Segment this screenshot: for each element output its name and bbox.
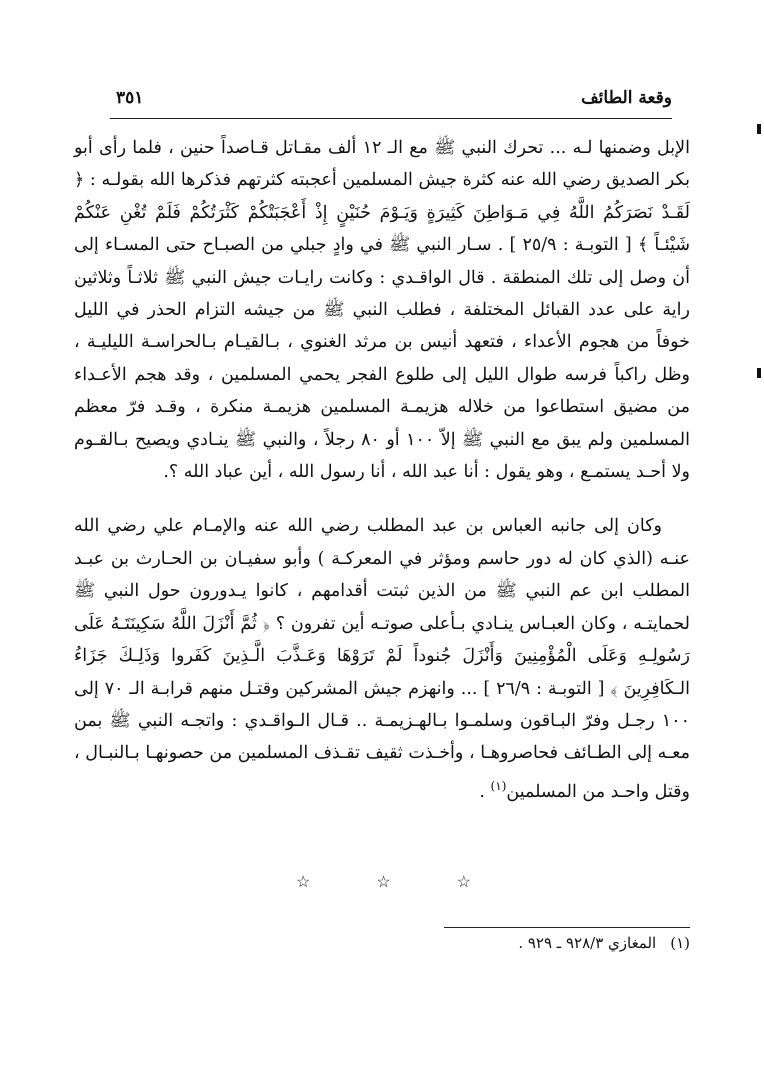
footnote-number: (١) [670, 934, 690, 952]
scan-edge-mark [757, 368, 761, 378]
paragraph-end: . [479, 781, 491, 802]
chapter-title: وقعة الطائف [581, 88, 672, 108]
page-number: ٣٥١ [116, 88, 144, 108]
paragraph: الإبل وضمنها لـه ... تحرك النبي ﷺ مع الـ ١٢ ألف مقـاتل قـاصداً حنين ، فلما رأى أبو بكر الصديق رضي الله عنه كثرة جيش المسلمين أعجبته كثرتهم فذكرها الله بقولـه : ﴿ لَقَـدْ نَصَرَكُمُ اللَّهُ فِي مَـوَاطِنَ كَثِيرَةٍ وَيَـوْمَ حُنَيْنٍ إِذْ أَعْجَبَتْكُمْ كَثْرَتُكُمْ فَلَمْ تُغْنِ عَنْكُمْ شَيْئـاً ﴾ [ التوبـة : ٢٥/٩ ] . سـار النبي ﷺ في وادٍ جبلي من الصبـاح حتى المسـاء إلى أن وصل إلى تلك المنطقة . قال الواقـدي : وكانت رايـات جيش النبي ﷺ ثلاثـاً وثلاثين راية على عدد القبائل المختلفة ، فطلب النبي ﷺ من جيشه التزام الحذر في الليل خوفاً من هجوم الأعداء ، فتعهد أنيس بن مرثد الغنوي ، بـالقيـام بـالحراسـة الليليـة ، وظل راكباً فرسه طوال الليل إلى طلوع الفجر يحمي المسلمين ، وقد هجم الأعـداء من مضيق استطاعوا من خلاله هزيمـة المسلمين هزيمـة منكرة ، وقـد فرّ معظم المسلمين ولم يبق مع النبي ﷺ إلاّ ١٠٠ أو ٨٠ رجلاً ، والنبي ﷺ ينـادي ويصيح بـالقـوم ولا أحـد يستمـع ، وهو يقول : أنا عبد الله ، أنا رسول الله ، أين عباد الله ؟. [74, 138, 690, 483]
footnote-divider [444, 927, 690, 928]
paragraph-text: وكان إلى جانبه العباس بن عبد المطلب رضي الله عنه والإمـام علي رضي الله عنـه (الذي كان له دور حاسم ومؤثر في المعركـة ) وأبو سفيـان بن الحـارث بن عبـد المطلب ابن عم النبي ﷺ من الذين ثبتت أقدامهم ، كانوا يـدورون حول النبي ﷺ لحمايتـه ، وكان العبـاس ينـادي بـأعلى صوتـه أين تفرون ؟ ﴿ ثُمَّ أَنْزَلَ اللَّهُ سَكِينَتَـهُ عَلَى رَسُولِـهِ وَعَلَى الْمُؤْمِنِينَ وَأَنْزَلَ جُنوداً لَمْ تَرَوْهَا وَعَـذَّبَ الَّـذِينَ كَفَروا وَذَلِـكَ جَزَاءُ الـكَافِرِينَ ﴾ [ التوبـة : ٢٦/٩ ] ... وانهزم جيش المشركين وقتـل منهم قرابـة الـ ٧٠ إلى ١٠٠ رجـل وفرّ البـاقون وسلمـوا بـالهـزيمـة .. قـال الـواقـدي : واتجـه النبي ﷺ بمن معـه إلى الطـائف فحاصروهـا ، وأخـذت ثقيف تقـذف المسلمين من حصونهـا بـالنبـال ، وقتل واحـد من المسلمين [74, 516, 690, 802]
section-separator [296, 872, 471, 891]
footnote-marker[interactable]: (١) [490, 778, 507, 793]
running-header [110, 82, 672, 119]
paragraph [74, 510, 690, 807]
star-icon: ☆ [296, 872, 311, 891]
star-icon: ☆ [456, 872, 471, 891]
star-icon: ☆ [376, 872, 391, 891]
main-text [74, 132, 690, 808]
footnote [300, 934, 690, 952]
scan-edge-mark [757, 124, 761, 134]
footnote-text: المغازي ٩٢٨/٣ ـ ٩٢٩ . [518, 934, 657, 952]
